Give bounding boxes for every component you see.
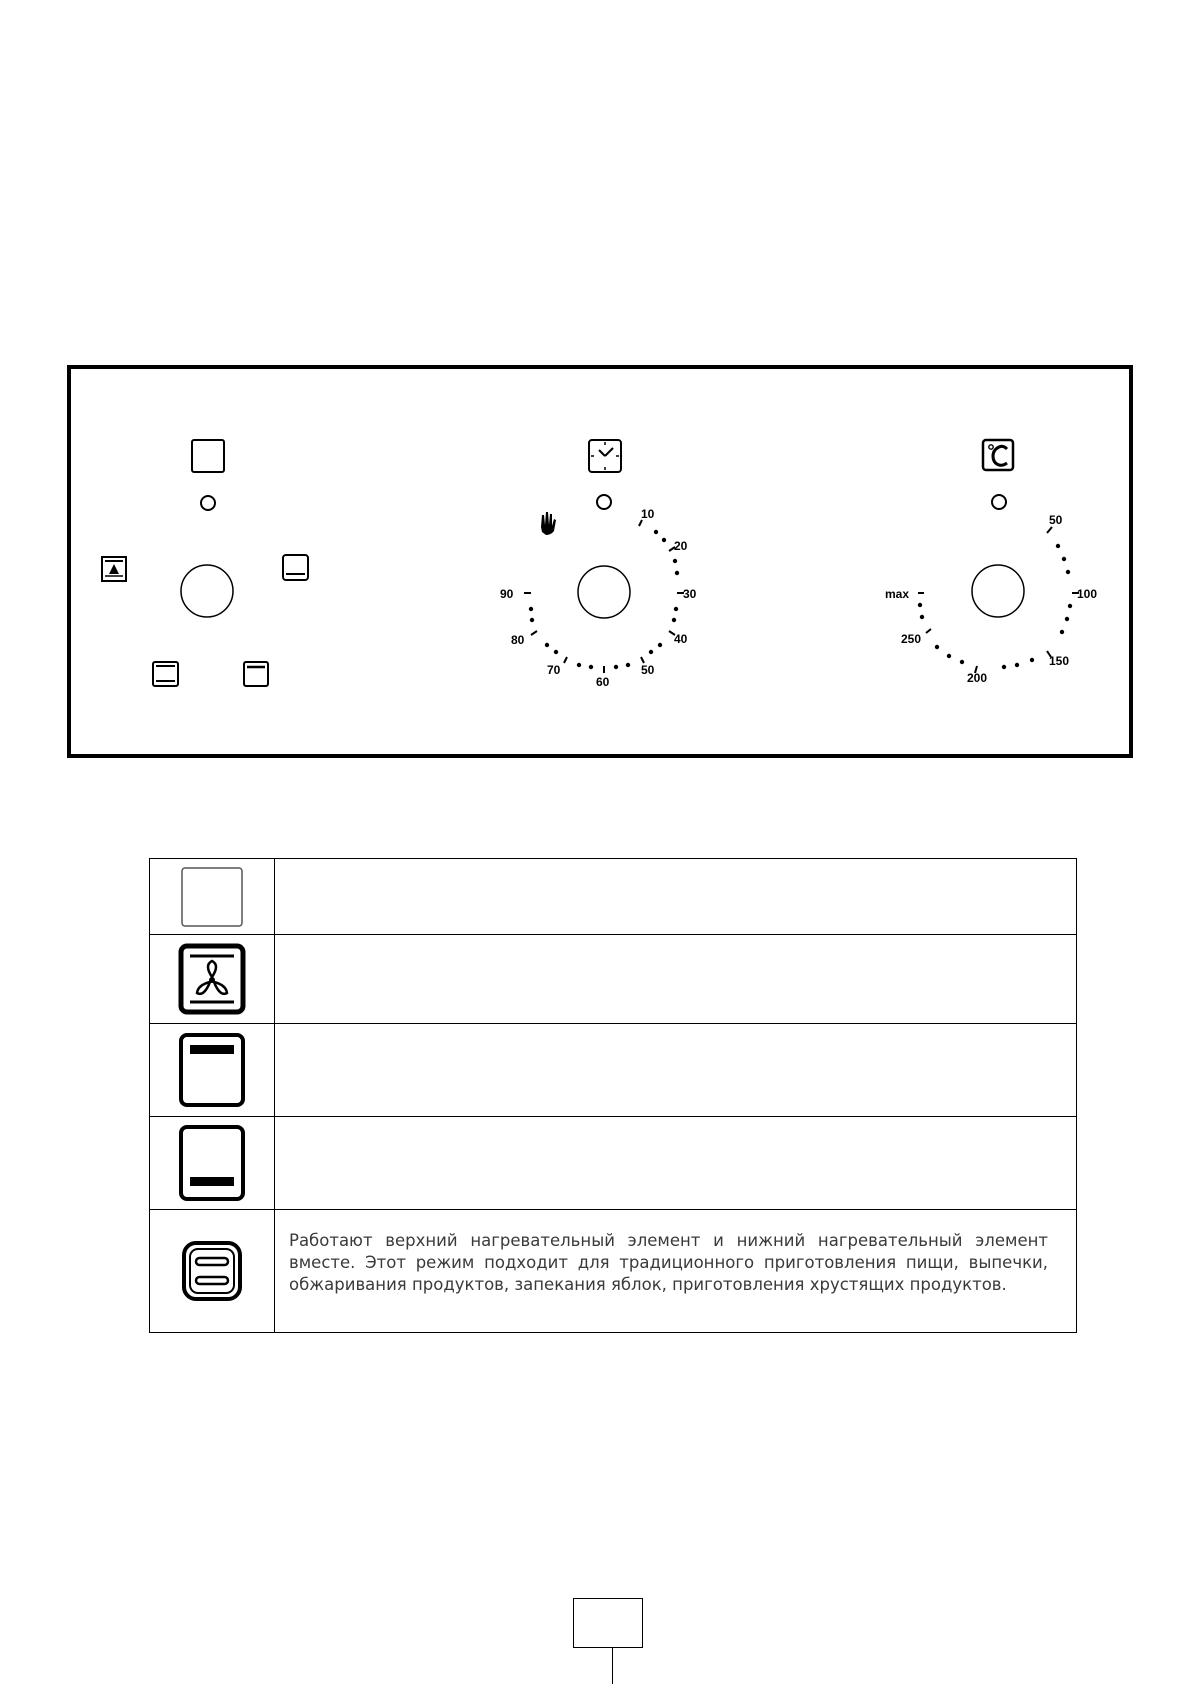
mode-table <box>149 858 1077 1333</box>
mode-description <box>275 1117 1077 1210</box>
timer-tick-label: 90 <box>500 587 514 601</box>
hand-icon <box>541 512 556 535</box>
page-number-connector <box>612 1648 613 1684</box>
timer-tick-label: 80 <box>511 633 525 647</box>
table-row <box>150 935 1077 1024</box>
timer-tick-label: 60 <box>596 675 610 689</box>
blank-mode-icon <box>179 866 245 928</box>
fan-with-top-heater-icon <box>102 557 126 581</box>
mode-icon-cell <box>150 935 275 1024</box>
thermostat-tick-label: max <box>885 587 910 601</box>
control-panel-drawing <box>71 369 1129 754</box>
control-panel <box>67 365 1133 758</box>
table-row <box>150 1117 1077 1210</box>
blank-square-icon <box>192 440 224 472</box>
bottom-heater-icon <box>283 555 308 580</box>
celsius-icon <box>983 440 1013 470</box>
clock-icon <box>589 440 621 472</box>
top-heater-icon <box>177 1031 247 1109</box>
thermostat-knob-group <box>885 440 1097 685</box>
thermostat-tick-label: 150 <box>1049 654 1070 668</box>
mode-description: Работают верхний нагревательный элемент и нижний нагревательный элемент вместе. Этот режим подходит для традиционного приготовления пищи, выпечки, обжаривания продуктов, запекания яблок, приготовления хрустящих продуктов. <box>275 1210 1077 1333</box>
function-knob[interactable] <box>181 565 233 617</box>
timer-tick-label: 40 <box>674 632 688 646</box>
table-row <box>150 1024 1077 1117</box>
timer-knob[interactable] <box>578 566 630 618</box>
mode-icon-cell <box>150 1117 275 1210</box>
indicator-lamp <box>992 495 1006 509</box>
timer-tick-label: 20 <box>674 539 688 553</box>
mode-icon-cell <box>150 1024 275 1117</box>
top-and-bottom-heater-icon <box>153 662 178 686</box>
table-row <box>150 1210 1077 1333</box>
page-number-box <box>573 1598 643 1648</box>
top-heater-icon <box>244 662 268 686</box>
timer-tick-label: 10 <box>641 507 655 521</box>
thermostat-tick-label: 250 <box>901 632 922 646</box>
indicator-lamp <box>597 495 611 509</box>
top-and-bottom-heater-icon <box>180 1239 244 1303</box>
thermostat-tick-label: 200 <box>967 671 988 685</box>
thermostat-tick-label: 100 <box>1077 587 1098 601</box>
mode-description <box>275 935 1077 1024</box>
timer-knob-group <box>500 440 697 689</box>
indicator-lamp <box>201 496 215 510</box>
timer-tick-label: 50 <box>641 663 655 677</box>
timer-tick-label: 70 <box>547 663 561 677</box>
thermostat-knob[interactable] <box>972 565 1024 617</box>
function-knob-group <box>102 440 308 686</box>
mode-description <box>275 1024 1077 1117</box>
thermostat-tick-label: 50 <box>1049 513 1063 527</box>
timer-tick-label: 30 <box>683 587 697 601</box>
mode-icon-cell <box>150 1210 275 1333</box>
mode-icon-cell <box>150 859 275 935</box>
mode-description <box>275 859 1077 935</box>
table-row <box>150 859 1077 935</box>
fan-top-bottom-heater-icon <box>178 943 246 1015</box>
bottom-heater-icon <box>177 1123 247 1203</box>
